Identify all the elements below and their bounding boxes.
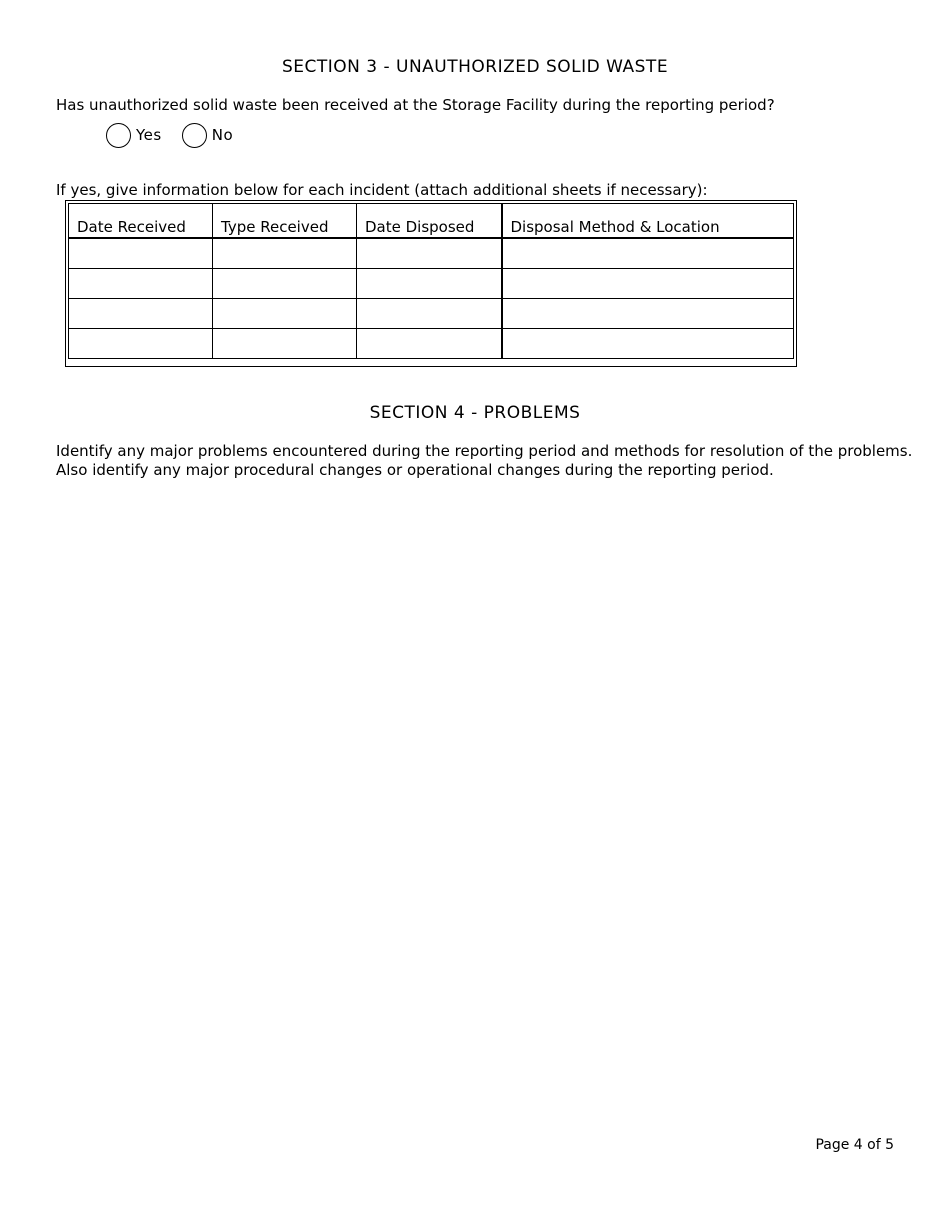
header-disposal-method: Disposal Method & Location [502, 204, 794, 239]
waste-received-radio-group [106, 121, 253, 149]
cell-date-disposed[interactable] [357, 269, 502, 299]
cell-type-received[interactable] [213, 329, 357, 359]
incident-table-frame [65, 200, 797, 367]
section-4-title: SECTION 4 - PROBLEMS [369, 403, 581, 423]
radio-no-circle[interactable] [182, 123, 207, 148]
cell-disposal-method[interactable] [502, 238, 794, 269]
incident-table [68, 203, 794, 359]
table-row [69, 269, 794, 299]
table-row [69, 329, 794, 359]
radio-no[interactable] [182, 123, 233, 148]
cell-type-received[interactable] [213, 238, 357, 269]
table-header-row [69, 204, 794, 239]
cell-type-received[interactable] [213, 269, 357, 299]
header-date-received: Date Received [69, 204, 213, 239]
problems-description: Identify any major problems encountered during the reporting period and methods for resolution of the problems. Also identify any major procedural changes or operational changes during the reporting period. [56, 442, 913, 479]
cell-disposal-method[interactable] [502, 269, 794, 299]
cell-date-received[interactable] [69, 329, 213, 359]
cell-disposal-method[interactable] [502, 329, 794, 359]
header-date-disposed: Date Disposed [357, 204, 502, 239]
cell-disposal-method[interactable] [502, 299, 794, 329]
header-type-received: Type Received [213, 204, 357, 239]
cell-date-received[interactable] [69, 269, 213, 299]
radio-yes[interactable] [106, 123, 162, 148]
cell-date-disposed[interactable] [357, 299, 502, 329]
radio-yes-label: Yes [136, 126, 162, 144]
cell-date-received[interactable] [69, 238, 213, 269]
section-3-title: SECTION 3 - UNAUTHORIZED SOLID WASTE [281, 57, 669, 77]
table-row [69, 299, 794, 329]
cell-date-received[interactable] [69, 299, 213, 329]
waste-question: Has unauthorized solid waste been received at the Storage Facility during the reporting period? [56, 96, 775, 114]
table-row [69, 238, 794, 269]
cell-date-disposed[interactable] [357, 329, 502, 359]
cell-date-disposed[interactable] [357, 238, 502, 269]
cell-type-received[interactable] [213, 299, 357, 329]
radio-no-label: No [211, 126, 234, 144]
radio-yes-circle[interactable] [106, 123, 131, 148]
page-number: Page 4 of 5 [815, 1137, 894, 1153]
incident-instruction: If yes, give information below for each incident (attach additional sheets if necessary): [56, 181, 708, 199]
